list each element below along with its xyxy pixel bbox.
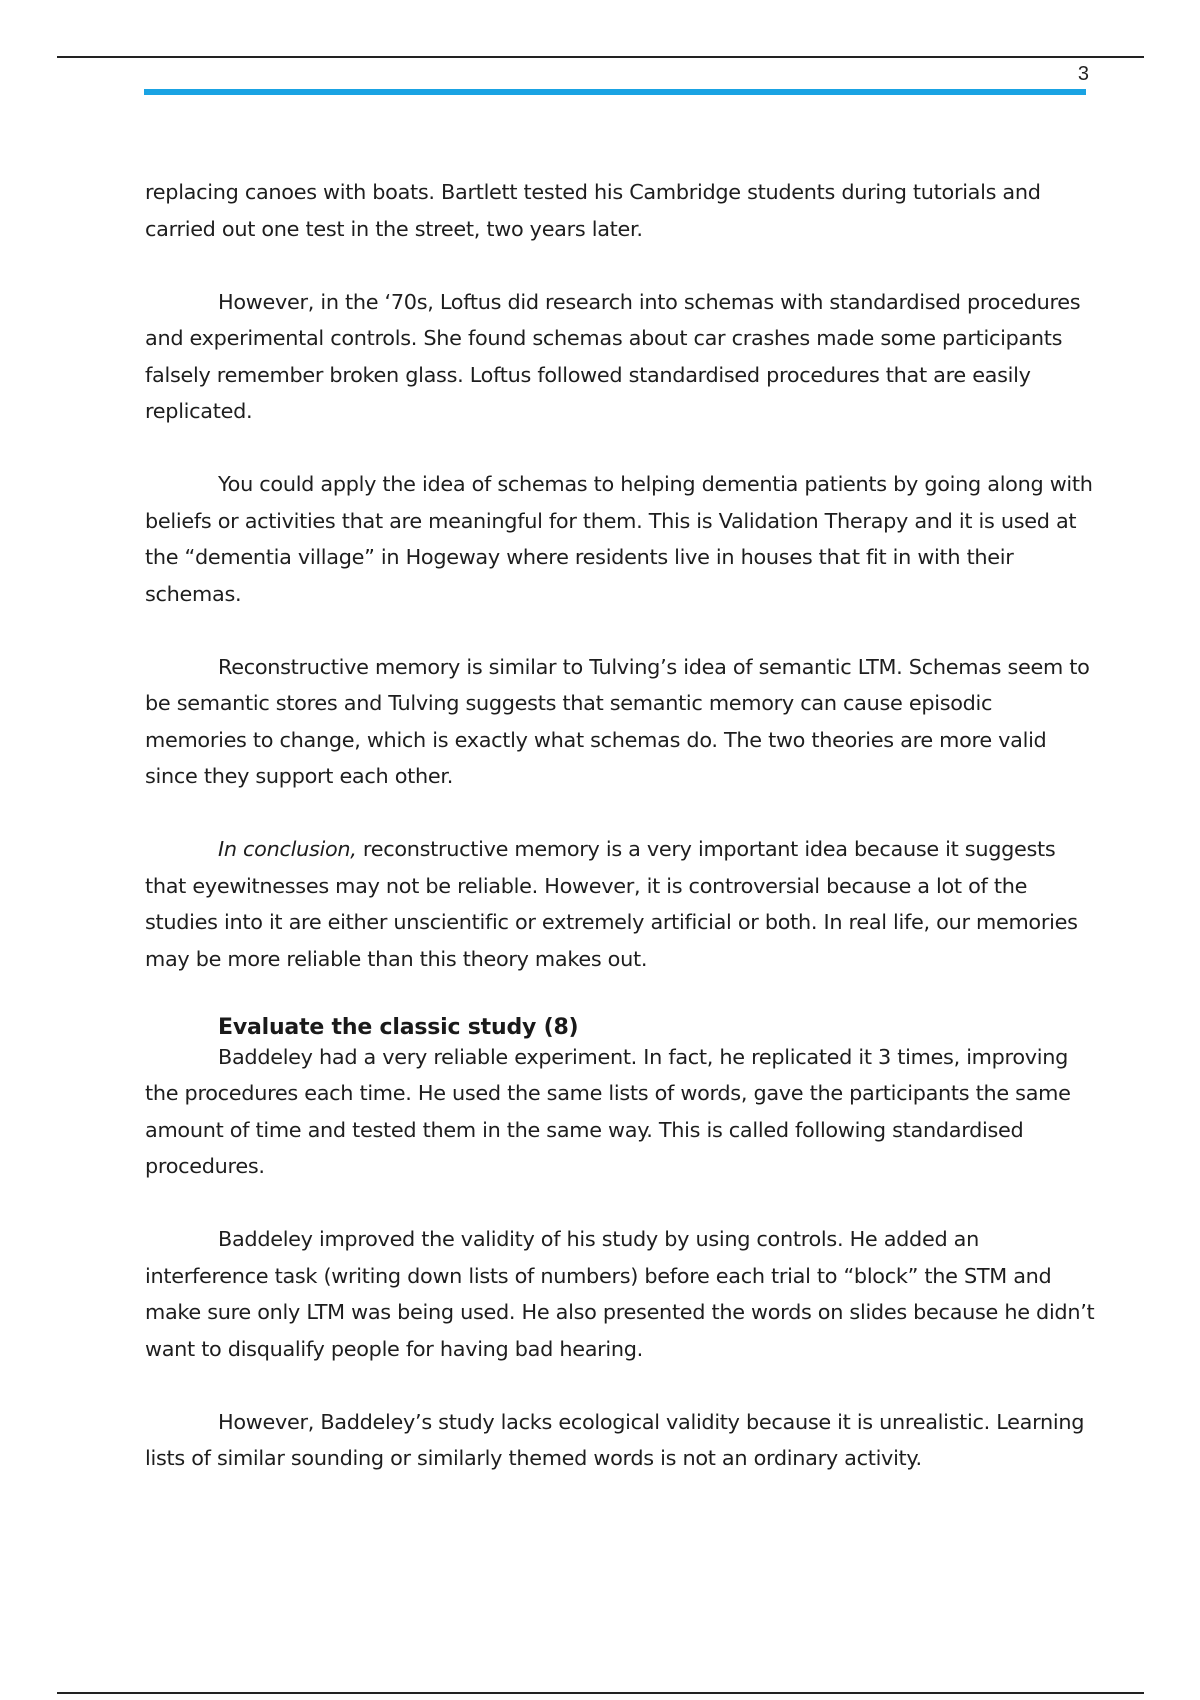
paragraph-loftus: However, in the ‘70s, Loftus did research into schemas with standardised procedures and experimental controls. She found schemas about car crashes made some participants falsely remember broken glass. Loftus followed standardised procedures that are easily replicated. <box>145 289 1081 423</box>
paragraph-baddeley-ecological: However, Baddeley’s study lacks ecological validity because it is unrealistic. Learning lists of similar sounding or similarly themed words is not an ordinary activity. <box>145 1409 1085 1470</box>
header-rule <box>57 56 1144 58</box>
paragraph-tulving: Reconstructive memory is similar to Tulving’s idea of semantic LTM. Schemas seem to be semantic stores and Tulving suggests that semantic memory can cause episodic memories to change, which is exactly what schemas do. The two theories are more valid since they support each other. <box>145 654 1090 788</box>
paragraph-baddeley-reliability: Baddeley had a very reliable experiment. In fact, he replicated it 3 times, improving the procedures each time. He used the same lists of words, gave the participants the same amount of time and tested them in the same way. This is called following standardised procedures. <box>145 1044 1071 1178</box>
section-heading: Evaluate the classic study (8) <box>218 1014 579 1040</box>
paragraph-dementia: You could apply the idea of schemas to helping dementia patients by going along with beliefs or activities that are meaningful for them. This is Validation Therapy and it is used at the “dementia village” in Hogeway where residents live in houses that fit in with their schemas. <box>145 472 1093 606</box>
paragraph-baddeley-validity: Baddeley improved the validity of his study by using controls. He added an interference task (writing down lists of numbers) before each trial to “block” the STM and make sure only LTM was being used. He also presented the words on slides because he didn’t want to disqualify people for having bad hearing. <box>145 1227 1095 1361</box>
paragraph-bartlett-continuation: replacing canoes with boats. Bartlett tested his Cambridge students during tutorials and carried out one test in the street, two years later. <box>145 180 1041 241</box>
paragraph-conclusion <box>145 831 1095 977</box>
conclusion-text: reconstructive memory is a very important idea because it suggests that eyewitnesses may not be reliable. However, it is controversial because a lot of the studies into it are either unscientific or extremely artificial or both. In real life, our memories may be more reliable than this theory makes out. <box>145 837 1078 971</box>
document-body <box>145 174 1095 1513</box>
page-number: 3 <box>1077 63 1089 85</box>
header-accent-bar <box>144 89 1086 95</box>
conclusion-lead: In conclusion, <box>218 837 357 861</box>
footer-rule <box>57 1692 1144 1694</box>
